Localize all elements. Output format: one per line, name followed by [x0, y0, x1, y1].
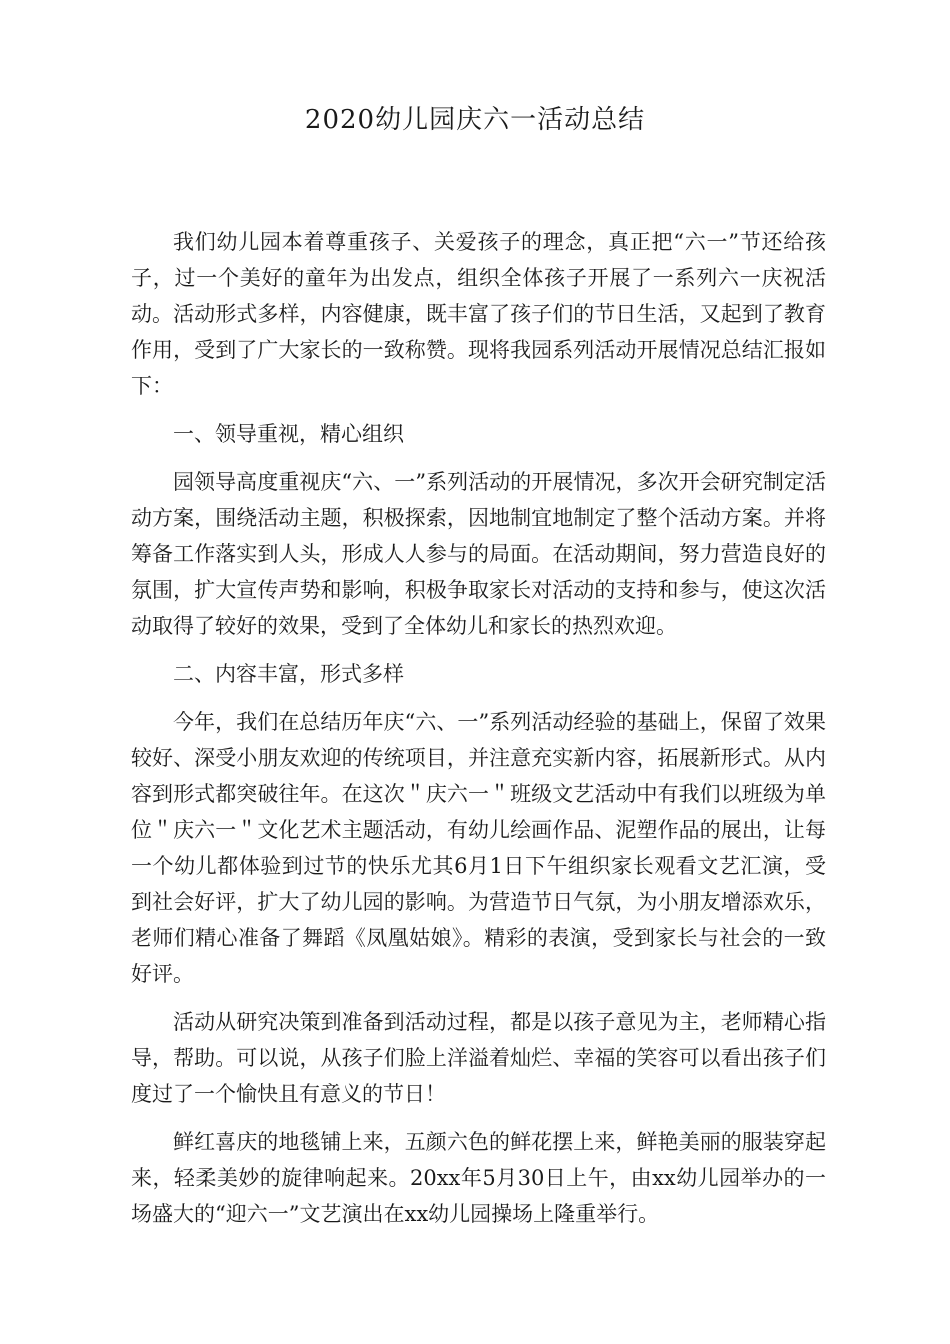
paragraph-intro: 我们幼儿园本着尊重孩子、关爱孩子的理念，真正把“六一”节还给孩子，过一个美好的童年为出发点，组织全体孩子开展了一系列六一庆祝活动。活动形式多样，内容健康，既丰富了孩子们的节日生活，又起到了教育作用，受到了广大家长的一致称赞。现将我园系列活动开展情况总结汇报如下：: [131, 230, 826, 398]
document-title: 2020幼儿园庆六一活动总结: [304, 105, 646, 135]
paragraph-section-2: 今年，我们在总结历年庆“六、一”系列活动经验的基础上，保留了效果较好、深受小朋友欢迎的传统项目，并注意充实新内容，拓展新形式。从内容到形式都突破往年。在这次＂庆六一＂班级文艺活动中有我们以班级为单位＂庆六一＂文化艺术主题活动，有幼儿绘画作品、泥塑作品的展出，让每一个幼儿都体验到过节的快乐尤其6月1日下午组织家长观看文艺汇演，受到社会好评，扩大了幼儿园的影响。为营造节日气氛，为小朋友增添欢乐，老师们精心准备了舞蹈《凤凰姑娘》。精彩的表演，受到家长与社会的一致好评。: [131, 710, 826, 986]
paragraph-performance: 鲜红喜庆的地毯铺上来，五颜六色的鲜花摆上来，鲜艳美丽的服装穿起来，轻柔美妙的旋律响起来。20xx年5月30日上午，由xx幼儿园举办的一场盛大的“迎六一”文艺演出在xx幼儿园操场上隆重举行。: [131, 1130, 826, 1226]
paragraph-activity-process: 活动从研究决策到准备到活动过程，都是以孩子意见为主，老师精心指导，帮助。可以说，从孩子们脸上洋溢着灿烂、幸福的笑容可以看出孩子们度过了一个愉快且有意义的节日！: [131, 1010, 826, 1106]
document-body: [131, 224, 826, 1244]
paragraph-section-1: 园领导高度重视庆“六、一”系列活动的开展情况，多次开会研究制定活动方案，围绕活动主题，积极探索，因地制宜地制定了整个活动方案。并将筹备工作落实到人头，形成人人参与的局面。在活动期间，努力营造良好的氛围，扩大宣传声势和影响，积极争取家长对活动的支持和参与，使这次活动取得了较好的效果，受到了全体幼儿和家长的热烈欢迎。: [131, 470, 826, 638]
section-heading-1: 一、领导重视，精心组织: [173, 422, 404, 446]
section-heading-2: 二、内容丰富，形式多样: [173, 662, 404, 686]
